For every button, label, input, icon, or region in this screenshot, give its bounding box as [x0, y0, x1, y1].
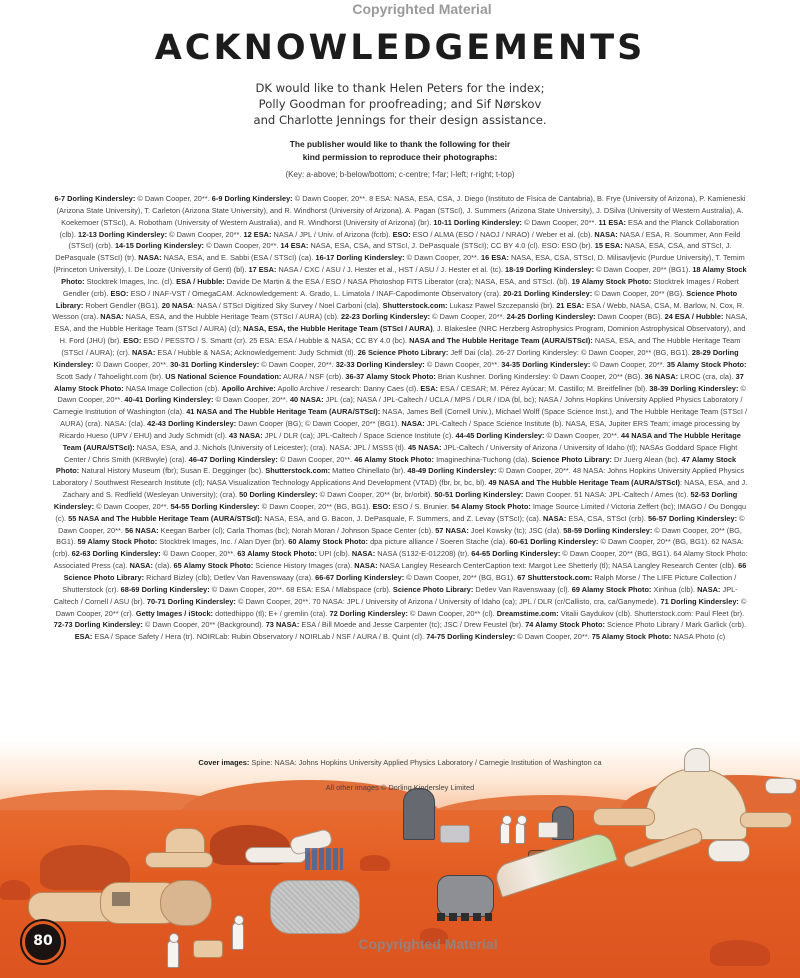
credit-source: 6-7 Dorling Kindersley: [54, 194, 136, 203]
credit-detail: Apollo Archive / research: Danny Caes (cl). [275, 383, 421, 393]
credit-detail: © Dawn Cooper, 20**. [522, 217, 599, 227]
credit-source: NASA: [542, 513, 567, 523]
credit-detail: © Dawn Cooper, 20**. [135, 194, 212, 203]
credit-detail: Dr Juerg Alean (bc). [611, 454, 682, 464]
credit-source: US National Science Foundation: [165, 371, 282, 381]
credit-source: 11 ESA: [598, 217, 626, 227]
credit-detail: Vitalii Gaydukov (clb). Shutterstock.com: Paul Fleet (br). [558, 608, 745, 618]
credit-detail: © Dawn Cooper, 20**. [160, 549, 238, 559]
credit-source: 47 Alamy Stock Photo: [55, 454, 737, 476]
credit-detail: NASA, ESA, and G. Bacon, J. DePasquale, F. Summers, and Z. Levay (STScI); (ca). [262, 513, 543, 523]
credit-source: 48-49 Dorling Kindersley: [407, 466, 497, 476]
credit-detail: © Dawn Cooper, 20** (br, br/orbit). [317, 490, 435, 500]
credit-detail: NASA, ESA, CSA, and STScI, J. DePasquale (STScI); CC BY 4.0 (cl). ESO: ESO (br). [308, 241, 595, 251]
credit-source: Science Photo Library: [531, 454, 612, 464]
copyright-watermark-bottom: Copyrighted Material [358, 936, 498, 952]
credit-detail: Matteo Chinellato (br). [330, 466, 408, 476]
solar-panels [305, 848, 343, 870]
credit-source: 24-25 Dorling Kindersley: [506, 312, 596, 322]
credit-detail: NASA, ESA, CSA, and STScI, J. DePasquale (STScI) (tr). [55, 241, 732, 263]
credit-source: 20 NASA [161, 300, 193, 310]
credit-source: 56 NASA: [124, 525, 159, 535]
credit-detail: ESA and the Planck Collaboration (clb). [59, 217, 739, 239]
credit-detail: © Dawn Cooper, 20** (BG, BG1). [56, 525, 742, 547]
credit-source: 16-17 Dorling Kindersley: [315, 253, 405, 263]
credit-detail: Image Source Limited / Victoria Zeffert (bc); IMAGO / Ou Dongqu (c). [55, 501, 747, 523]
credit-source: 32-33 Dorling Kindersley: [335, 359, 425, 369]
credit-detail: Detlev Van Ravenswaay (cl). [473, 584, 572, 594]
publisher-thanks [240, 138, 560, 163]
credit-source: 49 NASA and The Hubble Heritage Team (AURA/STScI) [488, 478, 680, 488]
credit-source: 45 NASA: [407, 442, 442, 452]
credit-detail: NASA Photo (c) [671, 632, 726, 642]
credit-source: 46 Alamy Stock Photo: [354, 454, 435, 464]
credit-detail: © Dawn Cooper, 20** (BG). [592, 288, 687, 298]
credit-source: 55 NASA and The Hubble Heritage Team (AURA/STScI): [68, 513, 263, 523]
rock [360, 855, 390, 871]
picture-credits [52, 193, 748, 643]
habitat-corridor [593, 808, 655, 826]
credit-detail: NASA, ESA, and E. Sabbi (ESA / STScI) (ca). [161, 253, 316, 263]
credit-detail: UPI (clb). [316, 549, 352, 559]
credit-detail: NASA, ESA, and the Hubble Heritage Team (STScI / AURA) (cb). [123, 312, 342, 322]
credit-detail: Brian Kushner. Dorling Kindersley: © Dawn Cooper, 20** (BG). [435, 371, 645, 381]
credit-detail: NASA, ESA, and the Hubble Heritage Team (STScI / AURA) (cl); [54, 312, 748, 334]
credit-source: 40 NASA: [289, 395, 324, 405]
credit-detail: Jeff Dai (cla). 26-27 Dorling Kindersley: © Dawn Cooper, 20** (BG, BG1). [448, 347, 692, 357]
credit-detail: Dawn Cooper (BG). [595, 312, 665, 322]
credit-detail: ESO / S. Brunier. [390, 501, 452, 511]
credit-source: 73 NASA: [265, 620, 300, 630]
credit-detail: LROC (cra, cla). [678, 371, 736, 381]
credit-source: NASA: [138, 253, 162, 263]
credit-source: NASA: [129, 561, 153, 571]
credit-detail: © Dawn Cooper, 20** (BG, BG1). [404, 573, 518, 582]
credit-detail: NASA / CXC / ASU / J. Hester et al., HST / ASU / J. Hester et al. (tc). [276, 265, 506, 275]
habitat-pod [765, 778, 797, 794]
credit-source: 63 Alamy Stock Photo: [237, 549, 317, 559]
credit-detail: © Dawn Cooper, 20**. [57, 383, 746, 405]
credit-detail: ESA / CESAR; M. Pérez Ayúcar; M. Castillo; M. Breitfellner (bl). [438, 383, 650, 393]
credit-detail: © Dawn Cooper, 20** (cr). [55, 596, 747, 618]
credit-detail: (cla). [152, 561, 174, 571]
credit-detail: © Dawn Cooper, 20** (BG, BG1). 64 Alamy Stock Photo: Associated Press (ca). [53, 549, 748, 571]
credit-detail: © Dawn Cooper, 20**. [424, 359, 502, 369]
credit-detail: JPL / DLR (ca); JPL-Caltech / Space Science Institute (c). [262, 430, 456, 440]
position-key: (Key: a-above; b-below/bottom; c-centre; f-far; l-left; r-right; t-top) [285, 170, 515, 179]
credit-detail: Dawn Cooper. 51 NASA: JPL-Caltech / Ames (tc). [523, 490, 691, 500]
credit-detail: © Dawn Cooper, 20**. [404, 253, 482, 263]
credit-detail: Dawn Cooper (BG); © Dawn Cooper, 20** (BG1). [236, 419, 402, 429]
small-module [440, 825, 470, 843]
credit-detail: Keegan Barber (cl); Carla Thomas (bc); Norah Moran / Johnson Space Center (cb). [158, 525, 436, 535]
credit-detail: Davide De Martin & the ESA / ESO / NASA Photoshop FITS Liberator (cra); NASA, ESA, and STScI. (bl). [224, 276, 572, 286]
credit-detail: Imaginechina-Tuchong (cla). [434, 454, 532, 464]
credit-detail: Stocktrek Images, Inc. / Alan Dyer (br). [157, 537, 289, 547]
credit-source: 37 Alamy Stock Photo: [54, 371, 744, 393]
credit-detail: ESA, CSA, STScI (crb). [566, 513, 649, 523]
credit-source: 26 Science Photo Library: [357, 347, 449, 357]
credit-detail: Science Photo Library / Mark Garlick (crb). [604, 620, 747, 630]
credit-detail: Richard Bizley (clb); Detlev Van Ravenswaay (cra). [144, 573, 316, 582]
credit-source: 41 NASA and The Hubble Heritage Team (AURA/STScI): [186, 407, 381, 417]
credit-detail: Stocktrek Images / Robert Gendler (crb). [62, 276, 739, 298]
credit-source: 16 ESA: [481, 253, 509, 263]
credit-source: 66-67 Dorling Kindersley: [315, 573, 405, 582]
credit-source: Getty Images / iStock: [135, 608, 214, 618]
credit-source: 75 Alamy Stock Photo: [591, 632, 672, 642]
credit-source: 18-19 Dorling Kindersley: [505, 265, 595, 275]
credit-source: 71 Dorling Kindersley: [660, 596, 739, 606]
credit-source: ESO: [123, 336, 142, 346]
credit-source: 69 Alamy Stock Photo: [571, 584, 652, 594]
vehicle-wheels [437, 913, 492, 921]
credit-source: Science Photo Library: [392, 584, 474, 594]
credit-detail: JPL-Caltech / Space Science Institute (b). NASA, ESA, Jupiter ERS Team; image processing by Ricardo Hueso (UPV / EHU) and Judy Schmidt (cl). [59, 419, 740, 440]
credit-source: 20-21 Dorling Kindersley: [503, 288, 593, 298]
credit-source: NASA: [354, 561, 378, 571]
credit-source: 34-35 Dorling Kindersley: [501, 359, 591, 369]
credit-detail: Lukasz Pawel Szczepanski (br). [447, 300, 557, 310]
credit-source: 24 ESA / Hubble: [664, 312, 724, 322]
credit-source: 12 ESA: [243, 229, 272, 239]
credit-detail: © Dawn Cooper, 20**. [430, 312, 507, 322]
credit-source: NASA: [594, 229, 618, 239]
rock [0, 880, 30, 900]
credit-source: 57 NASA: [435, 525, 469, 535]
page-number: 80 [33, 933, 53, 949]
pressurized-vehicle [437, 875, 494, 917]
credit-source: 65 Alamy Stock Photo: [173, 561, 254, 571]
credit-source: Science Photo Library: [55, 288, 738, 310]
credit-source: 14 ESA: [280, 241, 309, 251]
credit-detail: ESA / Webb, NASA, CSA, M. Barlow, N. Cox, R. Wesson (cra). [52, 300, 745, 322]
credit-source: 36 NASA: [644, 371, 679, 381]
credit-detail: NASA, ESA, and The Hubble Heritage Team (STScI / AURA); (cr). [61, 336, 741, 357]
credit-source: NASA, ESA, the Hubble Heritage Team (STScI / AURA) [243, 324, 433, 334]
credit-detail: dottedhippo (tl); E+ / gremlin (cra). [213, 608, 330, 618]
credit-detail: JPL-Caltech / University of Arizona / University of Idaho (tl); NASAs Goddard Space Flight Center / Chris Smith (KRBwyle) (cra). [63, 442, 738, 464]
credit-detail: NASA / ESA, R. Soummer, Ann Feild (STScI) (crb). [68, 229, 741, 251]
credit-detail: © Dawn Cooper, 20**. [167, 229, 244, 239]
publisher-thanks-line: The publisher would like to thank the following for their [289, 139, 511, 149]
all-other-images-credit: All other images © Dorling Kindersley Limited [325, 783, 475, 792]
credit-detail: Robert Gendler (BG1). [83, 300, 162, 310]
small-module [538, 822, 558, 838]
credit-detail: © Dawn Cooper, 20**. 70 NASA: JPL / University of Arizona / University of Idaho (ca); JPL / DLR (cr/Callisto, cra, ca/Ganymede). [235, 596, 661, 606]
credit-detail: © Dawn Cooper, 20**. [58, 513, 745, 535]
credit-detail: , J. Blakeslee (NRC Herzberg Astrophysics Program, Dominion Astrophysical Observatory), and H. Ford (JHU) (br). [59, 324, 746, 346]
credit-source: 46-47 Dorling Kindersley: [188, 454, 278, 464]
credit-detail: NASA, James Bell (Cornell Univ.), Michael Wolff (Space Science Inst.), and The Hubble Heritage Team (STScI / AURA) (cra). NASA: (cla). [60, 407, 748, 429]
intro-thanks [200, 80, 600, 128]
credit-source: 21 ESA: [556, 300, 585, 310]
credit-source: 59 Alamy Stock Photo: [77, 537, 158, 547]
credit-source: 6-9 Dorling Kindersley: [211, 194, 293, 203]
credit-source: 54 Alamy Stock Photo: [451, 501, 531, 511]
credit-detail: ESA / Hubble & NASA; Acknowledgement: Judy Schmidt (tl). [155, 347, 358, 357]
credit-detail: © Dawn Cooper, 20**. 68 ESA: ESA / Mlabspace (crb). [209, 584, 393, 594]
astronaut-icon [515, 822, 525, 844]
credit-detail: © Dawn Cooper, 20**. [515, 632, 592, 642]
habitat-corridor [740, 812, 792, 828]
credit-source: 64-65 Dorling Kindersley: [471, 549, 561, 559]
airlock [160, 880, 212, 926]
credit-source: 44-45 Dorling Kindersley: [455, 430, 545, 440]
credit-source: 60-61 Dorling Kindersley: [509, 537, 599, 547]
credit-source: 12-13 Dorling Kindersley: [77, 229, 168, 239]
credit-source: 10-11 Dorling Kindersley: [433, 217, 523, 227]
credit-detail: ESO / INAF-VST / OmegaCAM. Acknowledgement: A. Grado, L. Limatola / INAF-Capodimonte Observatory (cra). [128, 288, 504, 298]
credit-detail: ESO / PESSTO / S. Smartt (cr). 25 ESA: ESA / Hubble & NASA; CC BY 4.0 (bc). [141, 336, 410, 346]
credit-detail: Natural History Museum (fbr); Susan E. Degginger (bc). [79, 466, 266, 476]
credit-source: 18 Alamy Stock Photo: [61, 265, 747, 286]
credit-source: Shutterstock.com: [265, 466, 331, 476]
credit-source: 58-59 Dorling Kindersley: [563, 525, 653, 535]
credit-detail: NASA, ESA, and J. Nichols (University of Leicester); (cra). NASA: JPL / MSSS (tl). [134, 442, 408, 452]
publisher-thanks-line: kind permission to reproduce their photographs: [302, 151, 498, 162]
cargo-cylinder [270, 880, 360, 934]
credit-source: NASA and The Hubble Heritage Team (AURA/STScI): [409, 336, 593, 346]
credit-source: ESO: [110, 288, 129, 298]
credit-source: 35 Alamy Stock Photo: [666, 359, 747, 369]
credit-detail: ESA / Bill Moede and Jesse Carpenter (tc); JSC / Drew Feustel (br). [299, 620, 526, 630]
credit-detail: © Dawn Cooper, 20**. [544, 430, 621, 440]
credit-source: 44 NASA and The Hubble Heritage Team (AURA/STScI): [62, 430, 741, 452]
credit-source: 38-39 Dorling Kindersley: [649, 383, 739, 393]
credit-detail: © Dawn Cooper, 20**. 8 ESA: NASA, ESA, CSA, J. Diego (Instituto de Fìsica de Cantabria), B. Frye (University of Arizona), P. Kamieneski (Arizona State University), T. Carleton (Arizona State University), and R. Windhorst (University of Arizona). A. Pagan (STScI), J. Summers (Arizona State University), J. DSilva (University of Western Australia), A. Koekemoer (STScI), A. Robotham (University of Western Australia), and R. Windhorst (University of Arizona) (br). [56, 194, 746, 227]
credit-source: 67 Shutterstock.com: [517, 573, 593, 582]
credit-detail: : NASA / STScI Digitized Sky Survey / Noel Carboni (cla). [192, 300, 383, 310]
credit-detail: Xinhua (clb). [651, 584, 698, 594]
credit-source: Apollo Archive: [221, 383, 276, 393]
credit-source: 72 Dorling Kindersley: [329, 608, 408, 618]
intro-line: Polly Goodman for proofreading; and Sif Nørskov [258, 97, 542, 111]
credit-detail: dpa picture alliance / Soeren Stache (cla). [368, 537, 510, 547]
credit-source: 22-23 Dorling Kindersley: [341, 312, 431, 322]
credit-source: 66 Science Photo Library: [63, 561, 747, 582]
credit-detail: © Dawn Cooper, 20**. [93, 359, 171, 369]
habitat-window [112, 892, 130, 906]
credit-detail: JPL (ca); NASA / JPL-Caltech / UCLA / MPS / DLR / IDA (bl, bc); NASA / Johns Hopkins University Applied Physics Laboratory / Carnegie Institution of Washington (cla). [52, 395, 743, 417]
credit-source: NASA: [351, 549, 376, 559]
credit-detail: NASA, ESA, CSA, STScI, D. Milisavljevic (Purdue University), T. Temim (Princeton University), I. De Looze (University of Gent) (bl). [53, 253, 745, 275]
credit-detail: © Dawn Cooper, 20**. [94, 501, 171, 511]
credit-source: 43 NASA: [229, 430, 263, 440]
credit-source: 60 Alamy Stock Photo: [288, 537, 369, 547]
habitat-base [145, 852, 213, 868]
credit-detail: © Dawn Cooper, 20** (cl). [407, 608, 497, 618]
credit-source: 50-51 Dorling Kindersley: [434, 490, 524, 500]
credit-detail: © Dawn Cooper, 20**. 48 NASA: Johns Hopkins University Applied Physics Laboratory / Southwest Research Institute (cl); NASA Visualization Technology Applications And Development (VTAD) (fbr, br, bc, bl). [52, 466, 745, 488]
credit-detail: NASA (S132-E-012208) (tr). [375, 549, 472, 559]
credit-detail: © Dawn Cooper, 20**. [204, 241, 281, 251]
credit-source: ESO: [372, 501, 391, 511]
credit-source: ESA: [420, 383, 439, 393]
cover-images-text: Spine: NASA: Johns Hopkins University Applied Physics Laboratory / Carnegie Institution of Washington ca [249, 758, 602, 767]
credit-source: 62-63 Dorling Kindersley: [71, 549, 161, 559]
credit-detail: Scott Sady / Tahoelight.com (br). [56, 371, 166, 381]
page-title: ACKNOWLEDGEMENTS [154, 28, 646, 68]
credit-source: 28-29 Dorling Kindersley: [53, 347, 739, 369]
credit-detail: ESA / Space Safety / Hera (tr). NOIRLab: Rubin Observatory / NOIRLab / NSF / AURA / B. Quint (cl). [92, 632, 427, 642]
credit-detail: NASA Langley Research CenterCaption text: Margot Lee Shetterly (tl); NASA Langley Research Center (clb). [377, 561, 739, 571]
credit-source: 42-43 Dorling Kindersley: [147, 419, 237, 429]
credit-detail: AURA / NSF (crb). [281, 371, 346, 381]
credit-detail: NASA / JPL / Univ. of Arizona (fcrb). [271, 229, 393, 239]
credit-source: ESA: [74, 632, 93, 642]
credit-source: ESO: [392, 229, 411, 239]
credit-detail: NASA Image Collection (cb). [123, 383, 222, 393]
credit-source: 15 ESA: [594, 241, 623, 251]
credit-detail: : NASA, ESA, and J. Zachary and S. Redfield (Wesleyan University); (cra). [62, 478, 748, 500]
credit-source: 72-73 Dorling Kindersley: [53, 620, 143, 630]
copyright-watermark-top: Copyrighted Material [352, 1, 492, 17]
credit-detail: © Dawn Cooper, 20** (BG1). [594, 265, 693, 275]
credit-detail: Stocktrek Images, Inc. (cl). [84, 276, 177, 286]
cover-images-label: Cover images: [198, 758, 250, 767]
credit-detail: © Dawn Cooper, 20** (BG, BG1). [259, 501, 373, 511]
credit-source: 56-57 Dorling Kindersley: [648, 513, 738, 523]
credit-source: NASA: [697, 584, 721, 594]
credit-source: 52-53 Dorling Kindersley: [53, 490, 738, 511]
credit-source: Shutterstock.com: [382, 300, 448, 310]
credit-source: 54-55 Dorling Kindersley: [170, 501, 260, 511]
credit-detail: © Dawn Cooper, 20**. [213, 395, 290, 405]
credit-detail: © Dawn Cooper, 20**. [277, 454, 355, 464]
credit-source: 17 ESA: [248, 265, 277, 275]
credit-source: 74-75 Dorling Kindersley: [426, 632, 516, 642]
credit-detail: JPL-Caltech / Cornell / ASU (br). [53, 584, 738, 606]
credit-source: 19 Alamy Stock Photo: [571, 276, 652, 286]
credit-source: 40-41 Dorling Kindersley: [124, 395, 214, 405]
credit-detail: © Dawn Cooper, 20** (BG, BG1). 62 NASA: (crb). [52, 537, 744, 559]
credit-detail: Joel Kowsky (tc); JSC (cla). [468, 525, 564, 535]
intro-line: DK would like to thank Helen Peters for the index; [255, 81, 545, 95]
credit-source: 14-15 Dorling Kindersley: [114, 241, 205, 251]
credit-source: NASA: [100, 312, 124, 322]
credit-detail: Science History Images (cra). [253, 561, 355, 571]
credit-detail: Ralph Morse / The LIFE Picture Collection / Shutterstock (cr). [62, 573, 737, 594]
credit-source: 36-37 Alamy Stock Photo: [345, 371, 436, 381]
credit-source: 50 Dorling Kindersley: [239, 490, 318, 500]
credit-source: NASA: [131, 347, 156, 357]
tower-structure [403, 788, 435, 840]
intro-line: and Charlotte Jennings for their design assistance. [253, 113, 547, 127]
astronaut-icon [500, 822, 510, 844]
credit-detail: © Dawn Cooper, 20** (Background). [142, 620, 266, 630]
habitat-pod [708, 840, 750, 862]
credit-source: ESA / Hubble: [176, 276, 225, 286]
credit-source: 70-71 Dorling Kindersley: [146, 596, 236, 606]
credit-source: NASA: [401, 419, 425, 429]
credit-detail: ESO / ALMA (ESO / NAOJ / NRAO) / Weber et al. (cb). [410, 229, 595, 239]
credit-source: 30-31 Dorling Kindersley: [170, 359, 260, 369]
cover-images-credit [100, 758, 700, 767]
credit-detail: © Dawn Cooper, 20**. [259, 359, 336, 369]
credit-source: 74 Alamy Stock Photo: [525, 620, 605, 630]
credit-detail: © Dawn Cooper, 20**. [590, 359, 667, 369]
credit-source: Dreamstime.com: [496, 608, 559, 618]
credit-source: 68-69 Dorling Kindersley: [120, 584, 210, 594]
